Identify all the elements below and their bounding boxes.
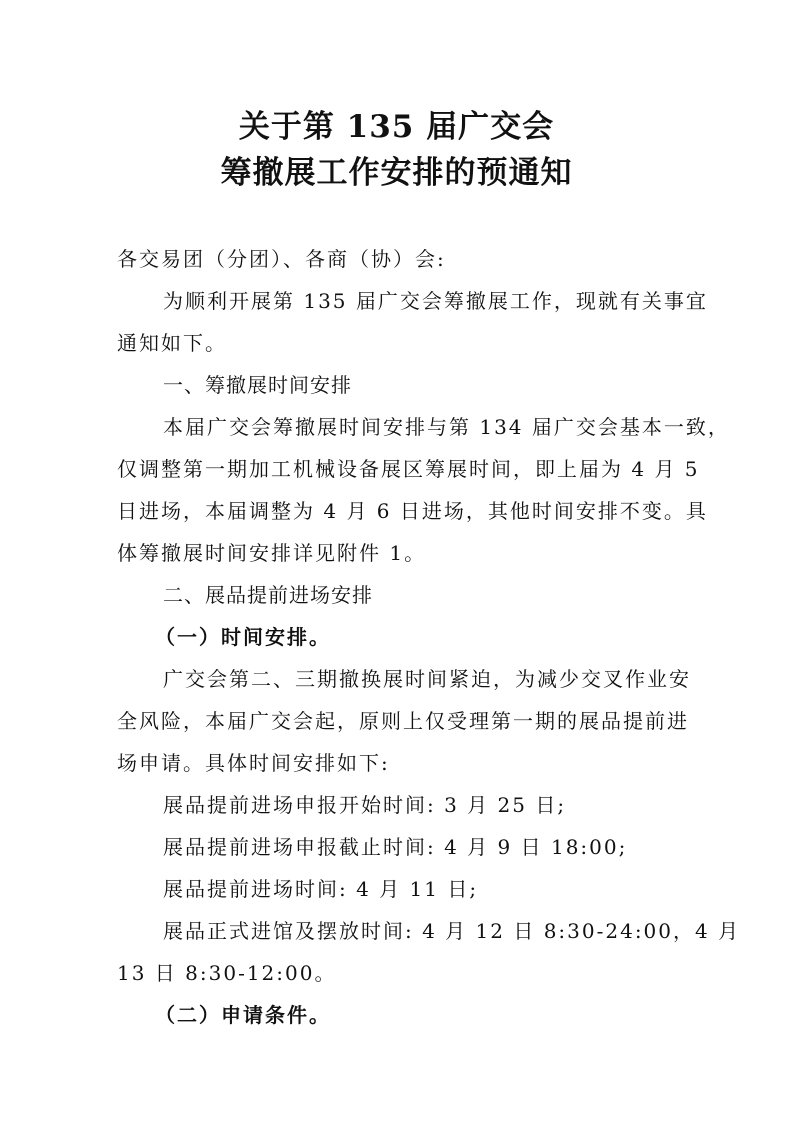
intro-line-2: 通知如下。 [117,331,227,355]
section-1-paragraph-line-2: 仅调整第一期加工机械设备展区筹展时间，即上届为 4 月 5 [117,457,700,481]
section-2-paragraph-line-1: 广交会第二、三期撤换展时间紧迫，为减少交叉作业安 [163,667,691,691]
schedule-item-1: 展品提前进场申报开始时间: 3 月 25 日; [163,793,567,817]
section-1-paragraph-line-4: 体筹撤展时间安排详见附件 1。 [117,541,427,565]
schedule-item-3: 展品提前进场时间: 4 月 11 日; [163,877,479,901]
section-1-paragraph-line-3: 日进场，本届调整为 4 月 6 日进场，其他时间安排不变。具 [117,499,708,523]
section-1-heading: 一、筹撤展时间安排 [163,373,352,397]
schedule-item-4-line-2: 13 日 8:30-12:00。 [117,961,337,985]
section-1-paragraph-line-1: 本届广交会筹撤展时间安排与第 134 届广交会基本一致， [163,415,730,439]
subsection-2-heading: （二）申请条件。 [155,1003,331,1027]
section-2-paragraph-line-3: 场申请。具体时间安排如下: [117,751,390,775]
intro-line-1: 为顺利开展第 135 届广交会筹撤展工作，现就有关事宜 [163,289,708,313]
schedule-item-4-line-1: 展品正式进馆及摆放时间: 4 月 12 日 8:30-24:00，4 月 [163,919,741,943]
document-title-line-2: 筹撤展工作安排的预通知 [220,155,573,191]
section-2-paragraph-line-2: 全风险，本届广交会起，原则上仅受理第一期的展品提前进 [117,709,689,733]
subsection-1-heading: （一）时间安排。 [155,625,331,649]
salutation: 各交易团（分团）、各商（协）会: [117,247,446,271]
document-title-line-1: 关于第 135 届广交会 [238,109,555,145]
section-2-heading: 二、展品提前进场安排 [163,583,373,607]
schedule-item-2: 展品提前进场申报截止时间: 4 月 9 日 18:00; [163,835,628,859]
